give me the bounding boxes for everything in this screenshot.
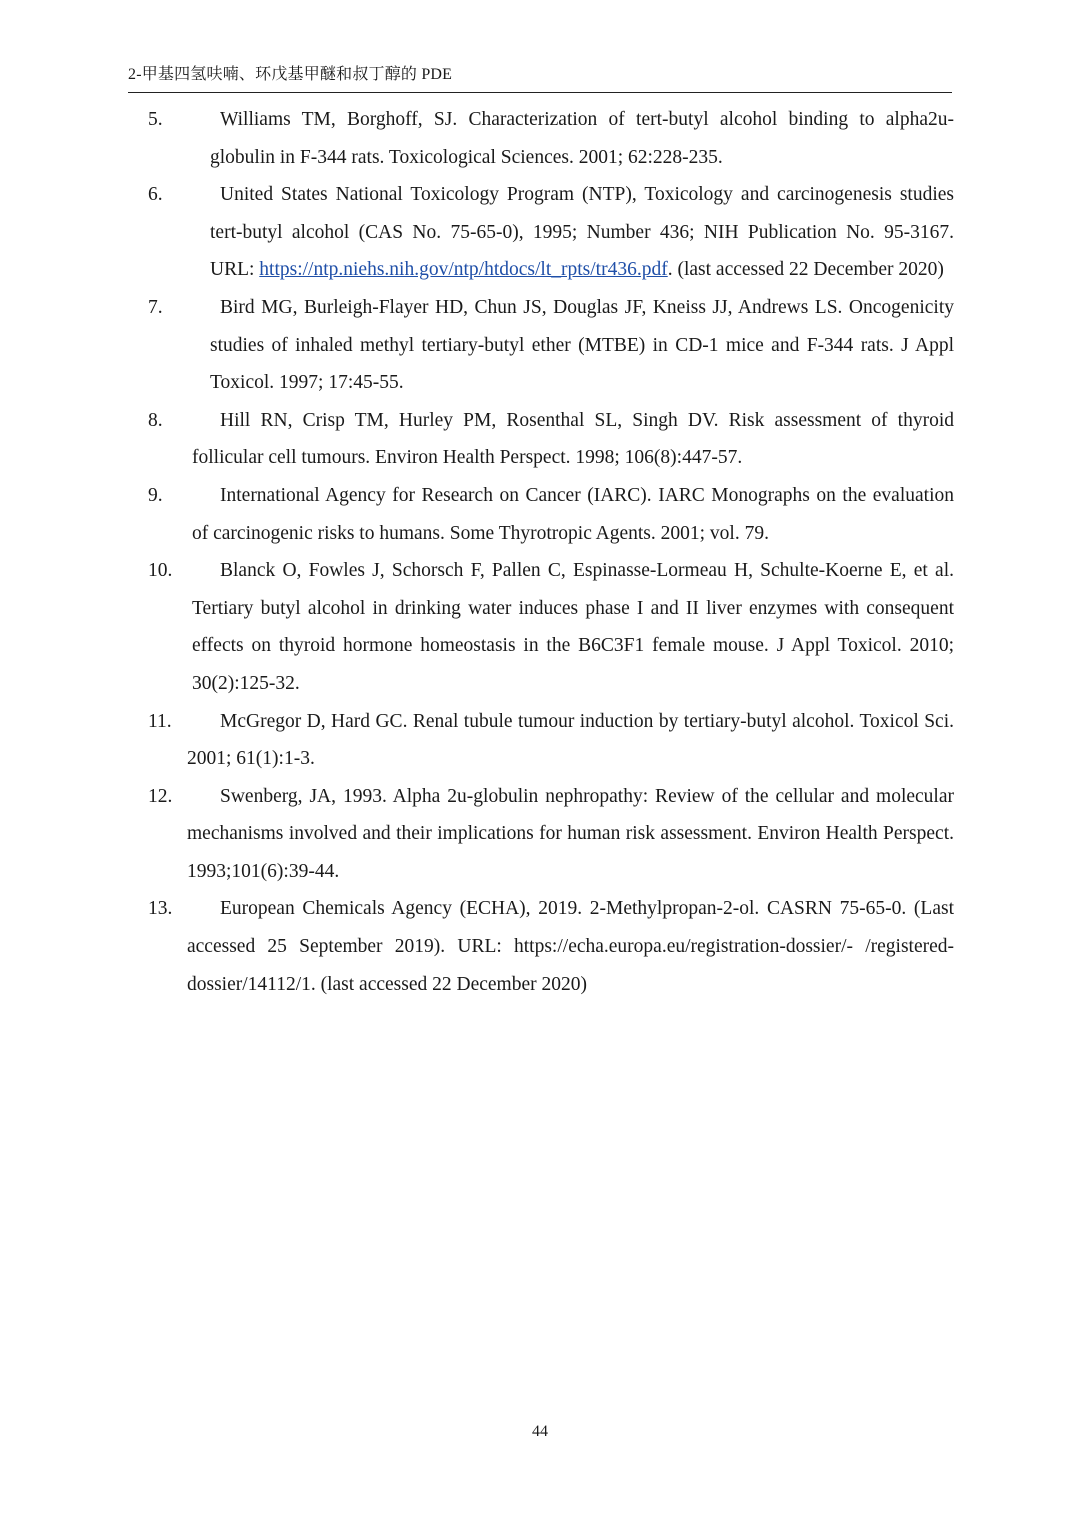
reference-number: 11. [148, 710, 172, 732]
header-title: 2-甲基四氢呋喃、环戊基甲醚和叔丁醇的 PDE [128, 66, 453, 83]
reference-number: 10. [148, 560, 173, 582]
reference-text [187, 703, 954, 778]
reference-text [192, 402, 954, 477]
reference-citation: United States National Toxicology Program (NTP), Toxicology and carcinogenesis studies tert-butyl alcohol (CAS No. 75-65-0), 1995; Number 436; NIH Publication No. 95-3167. URL: [210, 184, 954, 281]
reference-item [148, 477, 954, 552]
reference-item [148, 101, 954, 176]
reference-number: 7. [148, 296, 163, 318]
page-number: 44 [532, 1423, 548, 1440]
reference-item [148, 176, 954, 289]
reference-list [148, 101, 954, 1003]
reference-number: 8. [148, 409, 163, 431]
reference-number: 13. [148, 898, 173, 920]
reference-citation: McGregor D, Hard GC. Renal tubule tumour induction by tertiary-butyl alcohol. Toxicol Sci. 2001; 61(1):1-3. [187, 710, 954, 770]
reference-item [148, 703, 954, 778]
reference-citation: Bird MG, Burleigh-Flayer HD, Chun JS, Douglas JF, Kneiss JJ, Andrews LS. Oncogenicity studies of inhaled methyl tertiary-butyl ether (MTBE) in CD-1 mice and F-344 rats. J Appl Toxicol. 1997; 17:45-55. [210, 296, 954, 394]
reference-item [148, 552, 954, 702]
reference-citation: Hill RN, Crisp TM, Hurley PM, Rosenthal SL, Singh DV. Risk assessment of thyroid follicular cell tumours. Environ Health Perspect. 1998; 106(8):447-57. [192, 409, 954, 469]
page-header [128, 64, 952, 93]
reference-text [187, 778, 954, 891]
reference-citation: Blanck O, Fowles J, Schorsch F, Pallen C, Espinasse-Lormeau H, Schulte-Koerne E, et al. Tertiary butyl alcohol in drinking water induces phase I and II liver enzymes with consequent effects on thyroid hormone homeostasis in the B6C3F1 female mouse. J Appl Toxicol. 2010; 30(2):125-32. [192, 560, 954, 694]
reference-item [148, 890, 954, 1003]
reference-text [192, 477, 954, 552]
reference-item [148, 289, 954, 402]
reference-citation-end: . (last accessed 22 December 2020) [667, 259, 944, 281]
reference-text [210, 101, 954, 176]
reference-text [187, 890, 954, 1003]
reference-item [148, 778, 954, 891]
reference-number: 9. [148, 484, 163, 506]
reference-text [192, 552, 954, 702]
reference-citation: European Chemicals Agency (ECHA), 2019. 2-Methylpropan-2-ol. CASRN 75-65-0. (Last accessed 25 September 2019). URL: https://echa.europa.eu/registration-dossier/- /registered-dossier/14112/1. (last accessed 22 December 2020) [187, 898, 954, 995]
reference-citation: Swenberg, JA, 1993. Alpha 2u-globulin nephropathy: Review of the cellular and molecular mechanisms involved and their implications for human risk assessment. Environ Health Perspect. 1993;101(6):39-44. [187, 785, 954, 882]
reference-number: 12. [148, 785, 173, 807]
reference-text [210, 289, 954, 402]
reference-citation: International Agency for Research on Cancer (IARC). IARC Monographs on the evaluation of carcinogenic risks to humans. Some Thyrotropic Agents. 2001; vol. 79. [192, 484, 954, 544]
reference-text [210, 176, 954, 289]
reference-item [148, 402, 954, 477]
reference-number: 6. [148, 184, 163, 206]
reference-number: 5. [148, 109, 163, 130]
reference-citation: Williams TM, Borghoff, SJ. Characterization of tert-butyl alcohol binding to alpha2u-globulin in F-344 rats. Toxicological Sciences. 2001; 62:228-235. [210, 109, 954, 168]
reference-link[interactable]: https://ntp.niehs.nih.gov/ntp/htdocs/lt_rpts/tr436.pdf [259, 259, 668, 281]
